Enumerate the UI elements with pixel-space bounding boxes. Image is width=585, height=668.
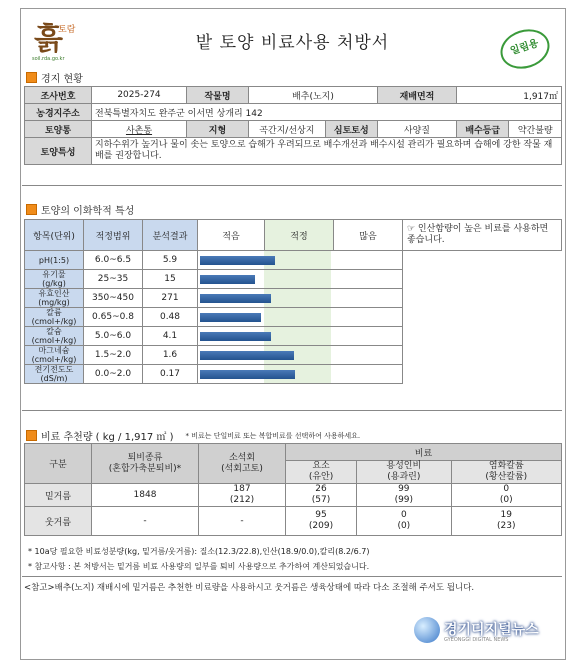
nitrogen-value: 26 (57) bbox=[286, 484, 357, 507]
soil-item: 유기물 (g/kg) bbox=[25, 270, 84, 289]
crop: 배추(노지) bbox=[249, 87, 378, 104]
level-cell bbox=[198, 251, 403, 270]
col-compost: 퇴비종류 (혼합가축분퇴비)* bbox=[92, 444, 199, 484]
soil-series[interactable]: 사촌통 bbox=[92, 121, 187, 138]
col-high: 많음 bbox=[334, 220, 403, 251]
soil-result: 1.6 bbox=[143, 346, 198, 365]
soil-range: 350~450 bbox=[84, 289, 143, 308]
level-bar bbox=[200, 370, 295, 379]
soil-comment: ☞ 인산함량이 높은 비료를 사용하면 좋습니다. bbox=[403, 220, 562, 251]
section-note: * 비료는 단일비료 또는 복합비료를 선택하여 사용하세요. bbox=[185, 431, 361, 440]
soil-item: 전기전도도 (dS/m) bbox=[25, 365, 84, 384]
label-terrain: 지형 bbox=[187, 121, 249, 138]
news-watermark bbox=[410, 613, 570, 647]
soil-result: 271 bbox=[143, 289, 198, 308]
soil-range: 5.0~6.0 bbox=[84, 327, 143, 346]
page-title: 밭 토양 비료사용 처방서 bbox=[195, 33, 390, 53]
subsoil: 사양질 bbox=[377, 121, 456, 138]
lime-value: - bbox=[199, 507, 286, 536]
soil-row bbox=[25, 251, 562, 270]
divider bbox=[22, 576, 562, 577]
stamp-seal: 일림용 bbox=[495, 23, 554, 75]
label-survey-no: 조사번호 bbox=[25, 87, 92, 104]
section-fertilizer bbox=[26, 428, 360, 443]
divider bbox=[22, 185, 562, 186]
soil-range: 6.0~6.5 bbox=[84, 251, 143, 270]
soil-item: 칼슘 (cmol+/kg) bbox=[25, 327, 84, 346]
col-optimal: 적정 bbox=[265, 220, 334, 251]
col-fertilizer: 비료 bbox=[286, 444, 562, 461]
logo-text: 토람 bbox=[58, 25, 76, 35]
orange-square-icon bbox=[26, 204, 37, 215]
level-bar bbox=[200, 332, 271, 341]
terrain: 곡간지/선상지 bbox=[249, 121, 326, 138]
reference-note: <참고>배추(노지) 재배시에 밑거름은 추천한 비료량을 사용하시고 웃거름은 생육상태에 따라 다소 조절해 주셔도 됩니다. bbox=[24, 583, 475, 593]
survey-no: 2025-274 bbox=[92, 87, 187, 104]
level-cell bbox=[198, 289, 403, 308]
phosphate-value: 0 (0) bbox=[357, 507, 452, 536]
soil-result: 15 bbox=[143, 270, 198, 289]
label-crop: 작물명 bbox=[187, 87, 249, 104]
label-drainage: 배수등급 bbox=[456, 121, 509, 138]
col-range: 적정범위 bbox=[84, 220, 143, 251]
col-low: 적음 bbox=[198, 220, 265, 251]
soil-range: 0.0~2.0 bbox=[84, 365, 143, 384]
soil-result: 4.1 bbox=[143, 327, 198, 346]
label-soil-series: 토양통 bbox=[25, 121, 92, 138]
potassium-value: 0 (0) bbox=[451, 484, 561, 507]
watermark-title: 경기디지털뉴스 bbox=[444, 622, 539, 638]
logo-mark: 흙 bbox=[34, 22, 63, 57]
compost-value: - bbox=[92, 507, 199, 536]
soil-result: 0.17 bbox=[143, 365, 198, 384]
orange-square-icon bbox=[26, 430, 37, 441]
soil-item: 유효인산 (mg/kg) bbox=[25, 289, 84, 308]
orange-square-icon bbox=[26, 72, 37, 83]
soil-range: 1.5~2.0 bbox=[84, 346, 143, 365]
section-title: 경지 현황 bbox=[41, 74, 83, 85]
level-cell bbox=[198, 365, 403, 384]
soil-result: 5.9 bbox=[143, 251, 198, 270]
soil-row bbox=[25, 346, 562, 365]
drainage: 약간불량 bbox=[509, 121, 562, 138]
soil-properties-table bbox=[24, 219, 562, 384]
nitrogen-value: 95 (209) bbox=[286, 507, 357, 536]
soil-row bbox=[25, 327, 562, 346]
col-nitrogen: 요소 (유안) bbox=[286, 461, 357, 484]
col-lime: 소석회 (석회고토) bbox=[199, 444, 286, 484]
col-potassium: 염화칼륨 (황산칼륨) bbox=[451, 461, 561, 484]
label-area: 재배면적 bbox=[377, 87, 456, 104]
level-cell bbox=[198, 270, 403, 289]
col-item: 항목(단위) bbox=[25, 220, 84, 251]
section-title: 토양의 이화학적 특성 bbox=[41, 206, 135, 217]
section-soil-properties bbox=[26, 202, 134, 217]
level-cell bbox=[198, 346, 403, 365]
level-bar bbox=[200, 275, 255, 284]
row-type: 웃거름 bbox=[25, 507, 92, 536]
compost-value: 1848 bbox=[92, 484, 199, 507]
soil-range: 0.65~0.8 bbox=[84, 308, 143, 327]
level-bar bbox=[200, 351, 294, 360]
soil-range: 25~35 bbox=[84, 270, 143, 289]
logo-url: soil.rda.go.kr bbox=[32, 56, 65, 62]
level-cell bbox=[198, 308, 403, 327]
level-cell bbox=[198, 327, 403, 346]
section-title: 비료 추천량 ( kg / 1,917 ㎡ ) bbox=[41, 432, 174, 443]
potassium-value: 19 (23) bbox=[451, 507, 561, 536]
row-type: 밑거름 bbox=[25, 484, 92, 507]
lime-value: 187 (212) bbox=[199, 484, 286, 507]
soil-result: 0.48 bbox=[143, 308, 198, 327]
phosphate-value: 99 (99) bbox=[357, 484, 452, 507]
soil-traits: 지하수위가 높거나 물이 솟는 토양으로 습해가 우려되므로 배수개선과 배수시설 관리가 필요하며 습해에 강한 작물 재배를 권장합니다. bbox=[92, 138, 562, 165]
col-type: 구분 bbox=[25, 444, 92, 484]
soil-row bbox=[25, 270, 562, 289]
section-field-status bbox=[26, 70, 83, 85]
globe-icon bbox=[414, 617, 440, 643]
level-bar bbox=[200, 256, 275, 265]
label-subsoil: 심토토성 bbox=[325, 121, 377, 138]
soil-item: 마그네슘 (cmol+/kg) bbox=[25, 346, 84, 365]
address: 전북특별자치도 완주군 이서면 상개리 142 bbox=[92, 104, 562, 121]
soil-item: pH(1:5) bbox=[25, 251, 84, 270]
soil-item: 칼륨 (cmol+/kg) bbox=[25, 308, 84, 327]
level-bar bbox=[200, 294, 271, 303]
fertilizer-table bbox=[24, 443, 562, 536]
area: 1,917㎡ bbox=[456, 87, 561, 104]
col-phosphate: 용성인비 (용과린) bbox=[357, 461, 452, 484]
note-line: * 10a당 필요한 비료성분량(kg, 밑거름/웃거름): 질소(12.3/22.8),인산(18.9/0.0),칼리(8.2/6.7) bbox=[28, 547, 370, 556]
col-result: 분석결과 bbox=[143, 220, 198, 251]
note-line: * 참고사항 : 본 처방서는 밑거름 비료 사용량의 일부를 퇴비 사용량으로 추가하여 계산되었습니다. bbox=[28, 562, 370, 571]
divider bbox=[22, 410, 562, 411]
soil-row bbox=[25, 365, 562, 384]
field-info-table bbox=[24, 86, 562, 165]
label-soil-traits: 토양특성 bbox=[25, 138, 92, 165]
soil-row bbox=[25, 289, 562, 308]
level-bar bbox=[200, 313, 261, 322]
watermark-subtitle: GYEONGGI DIGITAL NEWS bbox=[444, 637, 509, 643]
soil-row bbox=[25, 308, 562, 327]
label-address: 농경지주소 bbox=[25, 104, 92, 121]
